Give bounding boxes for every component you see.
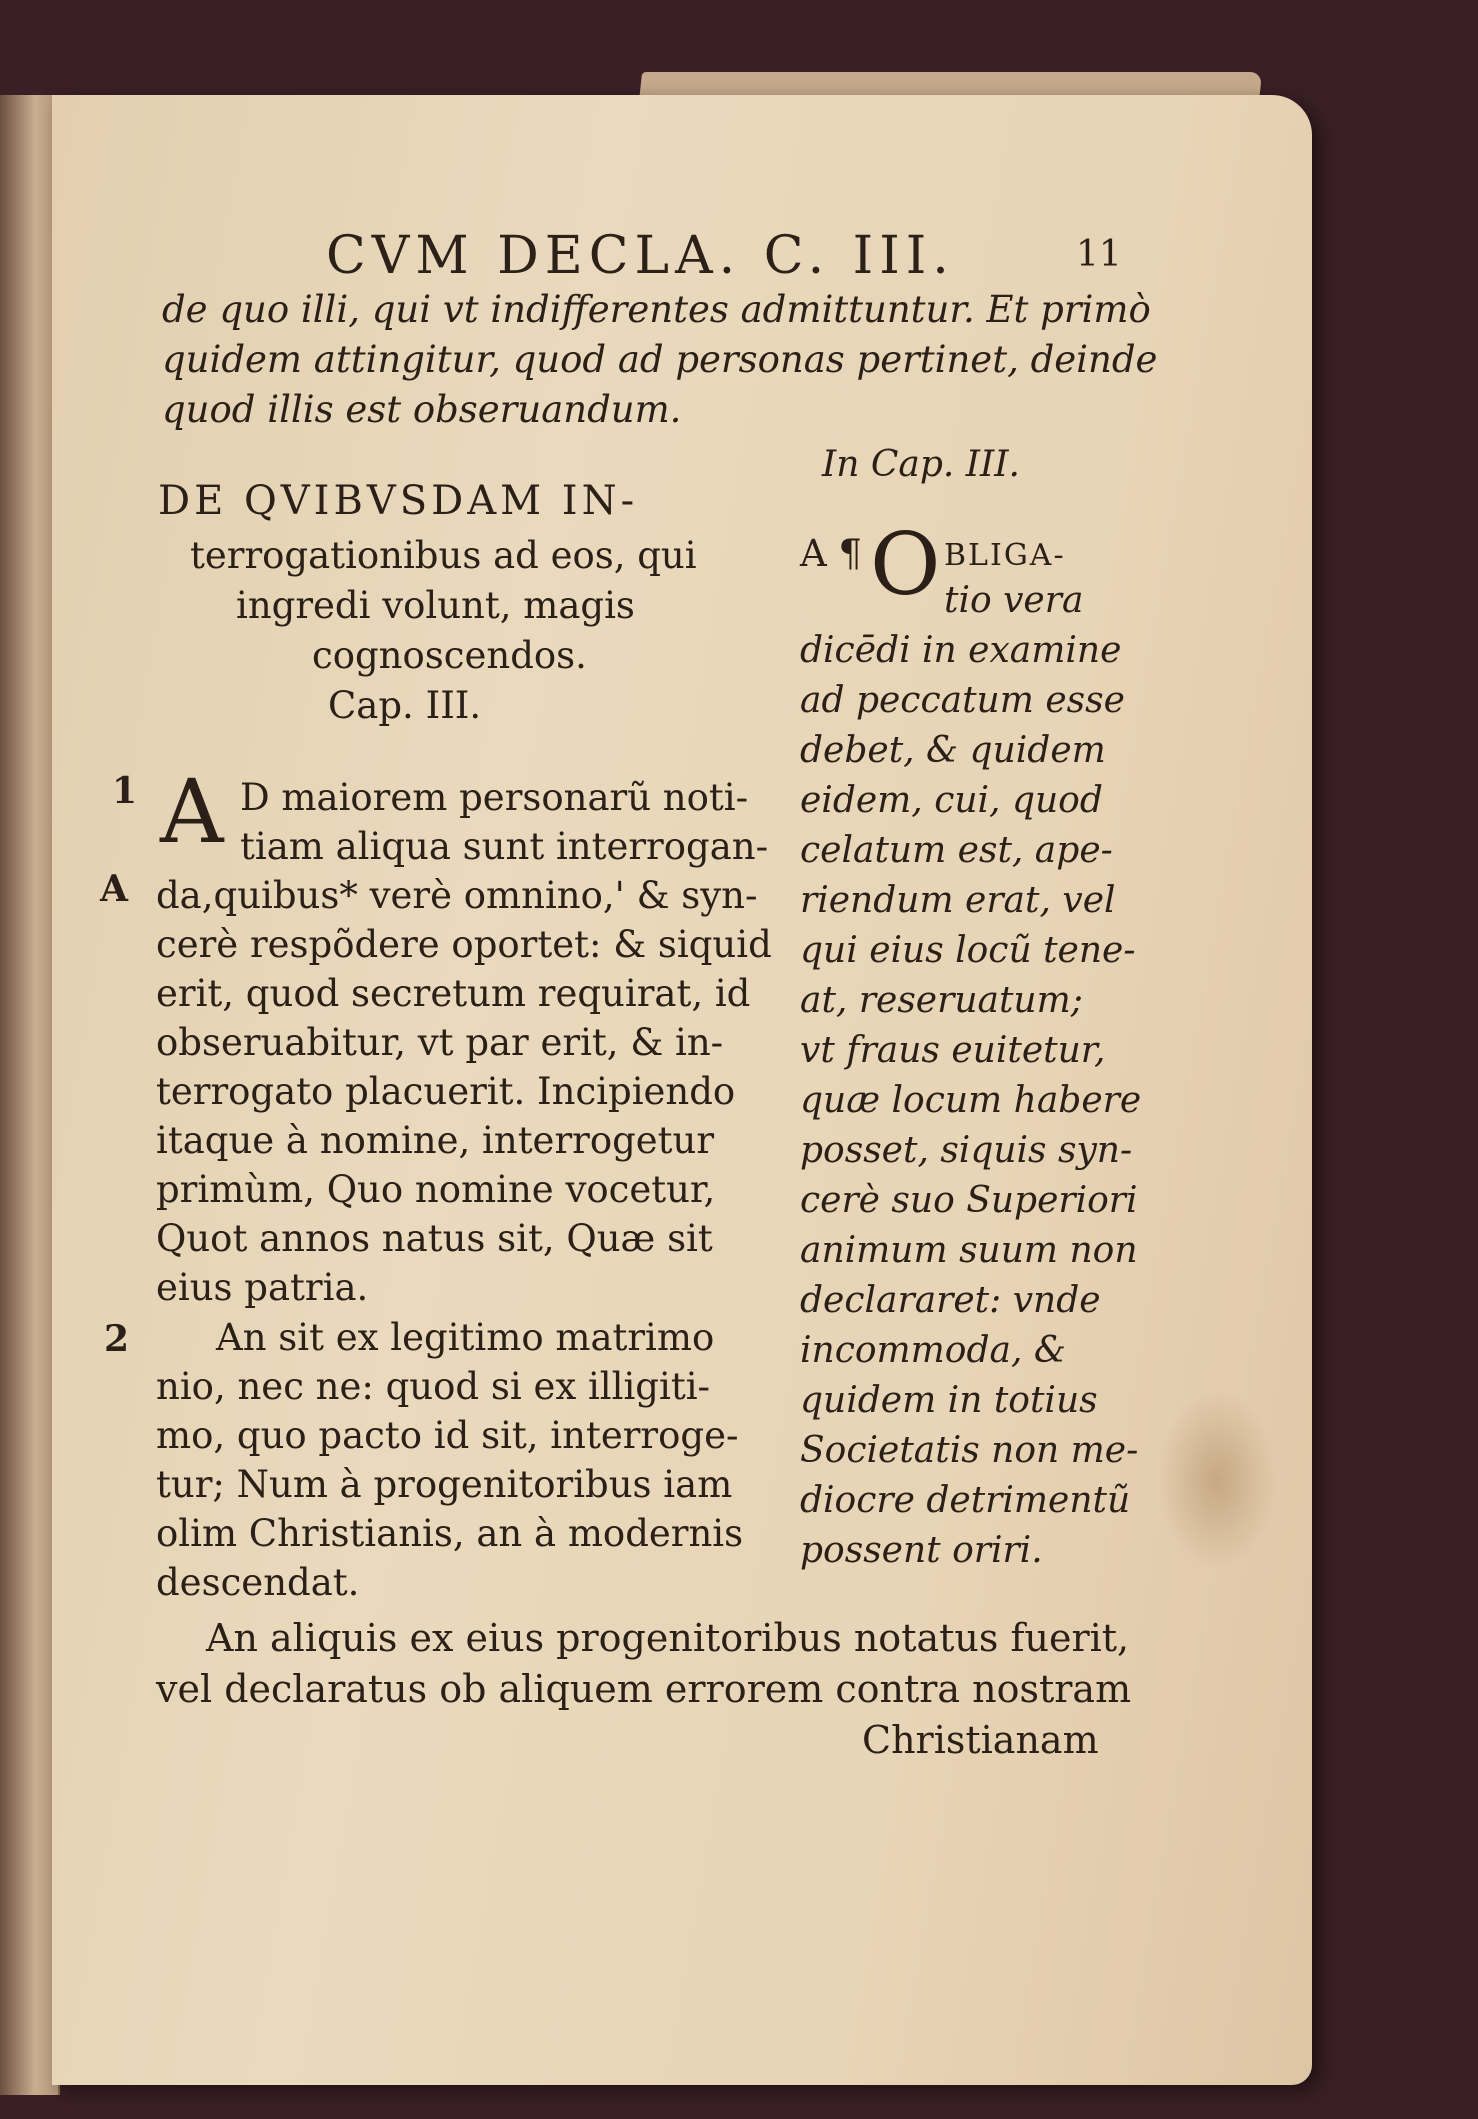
commentary-line: declararet: vnde (800, 1280, 1101, 1321)
text-line: descendat. (156, 1561, 360, 1604)
text-line: nio, nec ne: quod si ex illigiti- (156, 1365, 711, 1408)
intro-line: de quo illi, qui vt indifferentes admittuntur. Et primò (162, 288, 1151, 331)
commentary-line: riendum erat, vel (800, 880, 1116, 921)
commentary-line: dicēdi in examine (800, 630, 1122, 671)
text-line: olim Christianis, an à modernis (156, 1512, 744, 1555)
section-number: 1 (112, 770, 138, 812)
chapter-heading: DE QVIBVSDAM IN- (158, 478, 639, 524)
folio-number: 11 (1076, 234, 1122, 275)
commentary-line: diocre detrimentũ (800, 1480, 1131, 1521)
intro-line: quidem attingitur, quod ad personas pertinet, deinde (162, 338, 1158, 381)
commentary-line: incommoda, & (800, 1330, 1066, 1371)
text-line: D maiorem personarũ noti- (240, 776, 749, 819)
commentary-line: animum suum non (800, 1230, 1138, 1271)
chapter-number: Cap. III. (328, 684, 482, 727)
text-line: An sit ex legitimo matrimo (216, 1316, 715, 1359)
text-line: mo, quo pacto id sit, interroge- (156, 1414, 739, 1457)
text-line: eius patria. (156, 1266, 369, 1309)
commentary-drop-cap: O (870, 515, 941, 615)
commentary-line: quæ locum habere (800, 1080, 1142, 1121)
text-line: tiam aliqua sunt interrogan- (240, 825, 769, 868)
margin-letter: A (100, 868, 128, 910)
commentary-line: Societatis non me- (800, 1430, 1139, 1471)
chapter-subheading: cognoscendos. (312, 634, 587, 677)
text-line: An aliquis ex eius progenitoribus notatus fuerit, (206, 1616, 1130, 1660)
running-head-title: CVM DECLA. C. III. (326, 226, 955, 286)
text-line: da,quibus* verè omnino,' & syn- (156, 874, 758, 917)
commentary-line: debet, & quidem (800, 730, 1106, 771)
commentary-line: cerè suo Superiori (800, 1180, 1138, 1221)
commentary-heading: In Cap. III. (822, 444, 1020, 485)
commentary-line: qui eius locũ tene- (800, 930, 1136, 971)
commentary-line: vt fraus euitetur, (800, 1030, 1106, 1071)
text-line: cerè respõdere oportet: & siquid (156, 923, 772, 966)
text-line: primùm, Quo nomine vocetur, (156, 1168, 716, 1211)
catchword: Christianam (862, 1718, 1099, 1762)
commentary-marker: A ¶ (800, 532, 863, 575)
commentary-line: ad peccatum esse (800, 680, 1125, 721)
foxing-stain (1157, 1390, 1277, 1570)
text-line: itaque à nomine, interrogetur (156, 1119, 715, 1162)
drop-cap: A (160, 760, 224, 863)
left-page-edge (0, 95, 60, 2095)
commentary-line: tio vera (944, 580, 1084, 621)
commentary-line: posset, siquis syn- (800, 1130, 1133, 1171)
text-line: vel declaratus ob aliquem errorem contra nostram (156, 1667, 1132, 1711)
commentary-line: celatum est, ape- (800, 830, 1113, 871)
chapter-subheading: ingredi volunt, magis (236, 584, 635, 627)
text-line: tur; Num à progenitoribus iam (156, 1463, 733, 1506)
intro-line: quod illis est obseruandum. (162, 388, 682, 431)
text-line: erit, quod secretum requirat, id (156, 972, 751, 1015)
commentary-line: at, reseruatum; (800, 980, 1083, 1021)
commentary-line: eidem, cui, quod (800, 780, 1103, 821)
commentary-line: quidem in totius (800, 1380, 1098, 1421)
commentary-line: BLIGA- (944, 538, 1066, 573)
text-line: terrogato placuerit. Incipiendo (156, 1070, 736, 1113)
text-line: Quot annos natus sit, Quæ sit (156, 1217, 713, 1260)
text-line: obseruabitur, vt par erit, & in- (156, 1021, 724, 1064)
commentary-line: possent oriri. (800, 1530, 1043, 1571)
section-number: 2 (104, 1318, 130, 1360)
chapter-subheading: terrogationibus ad eos, qui (190, 534, 697, 577)
